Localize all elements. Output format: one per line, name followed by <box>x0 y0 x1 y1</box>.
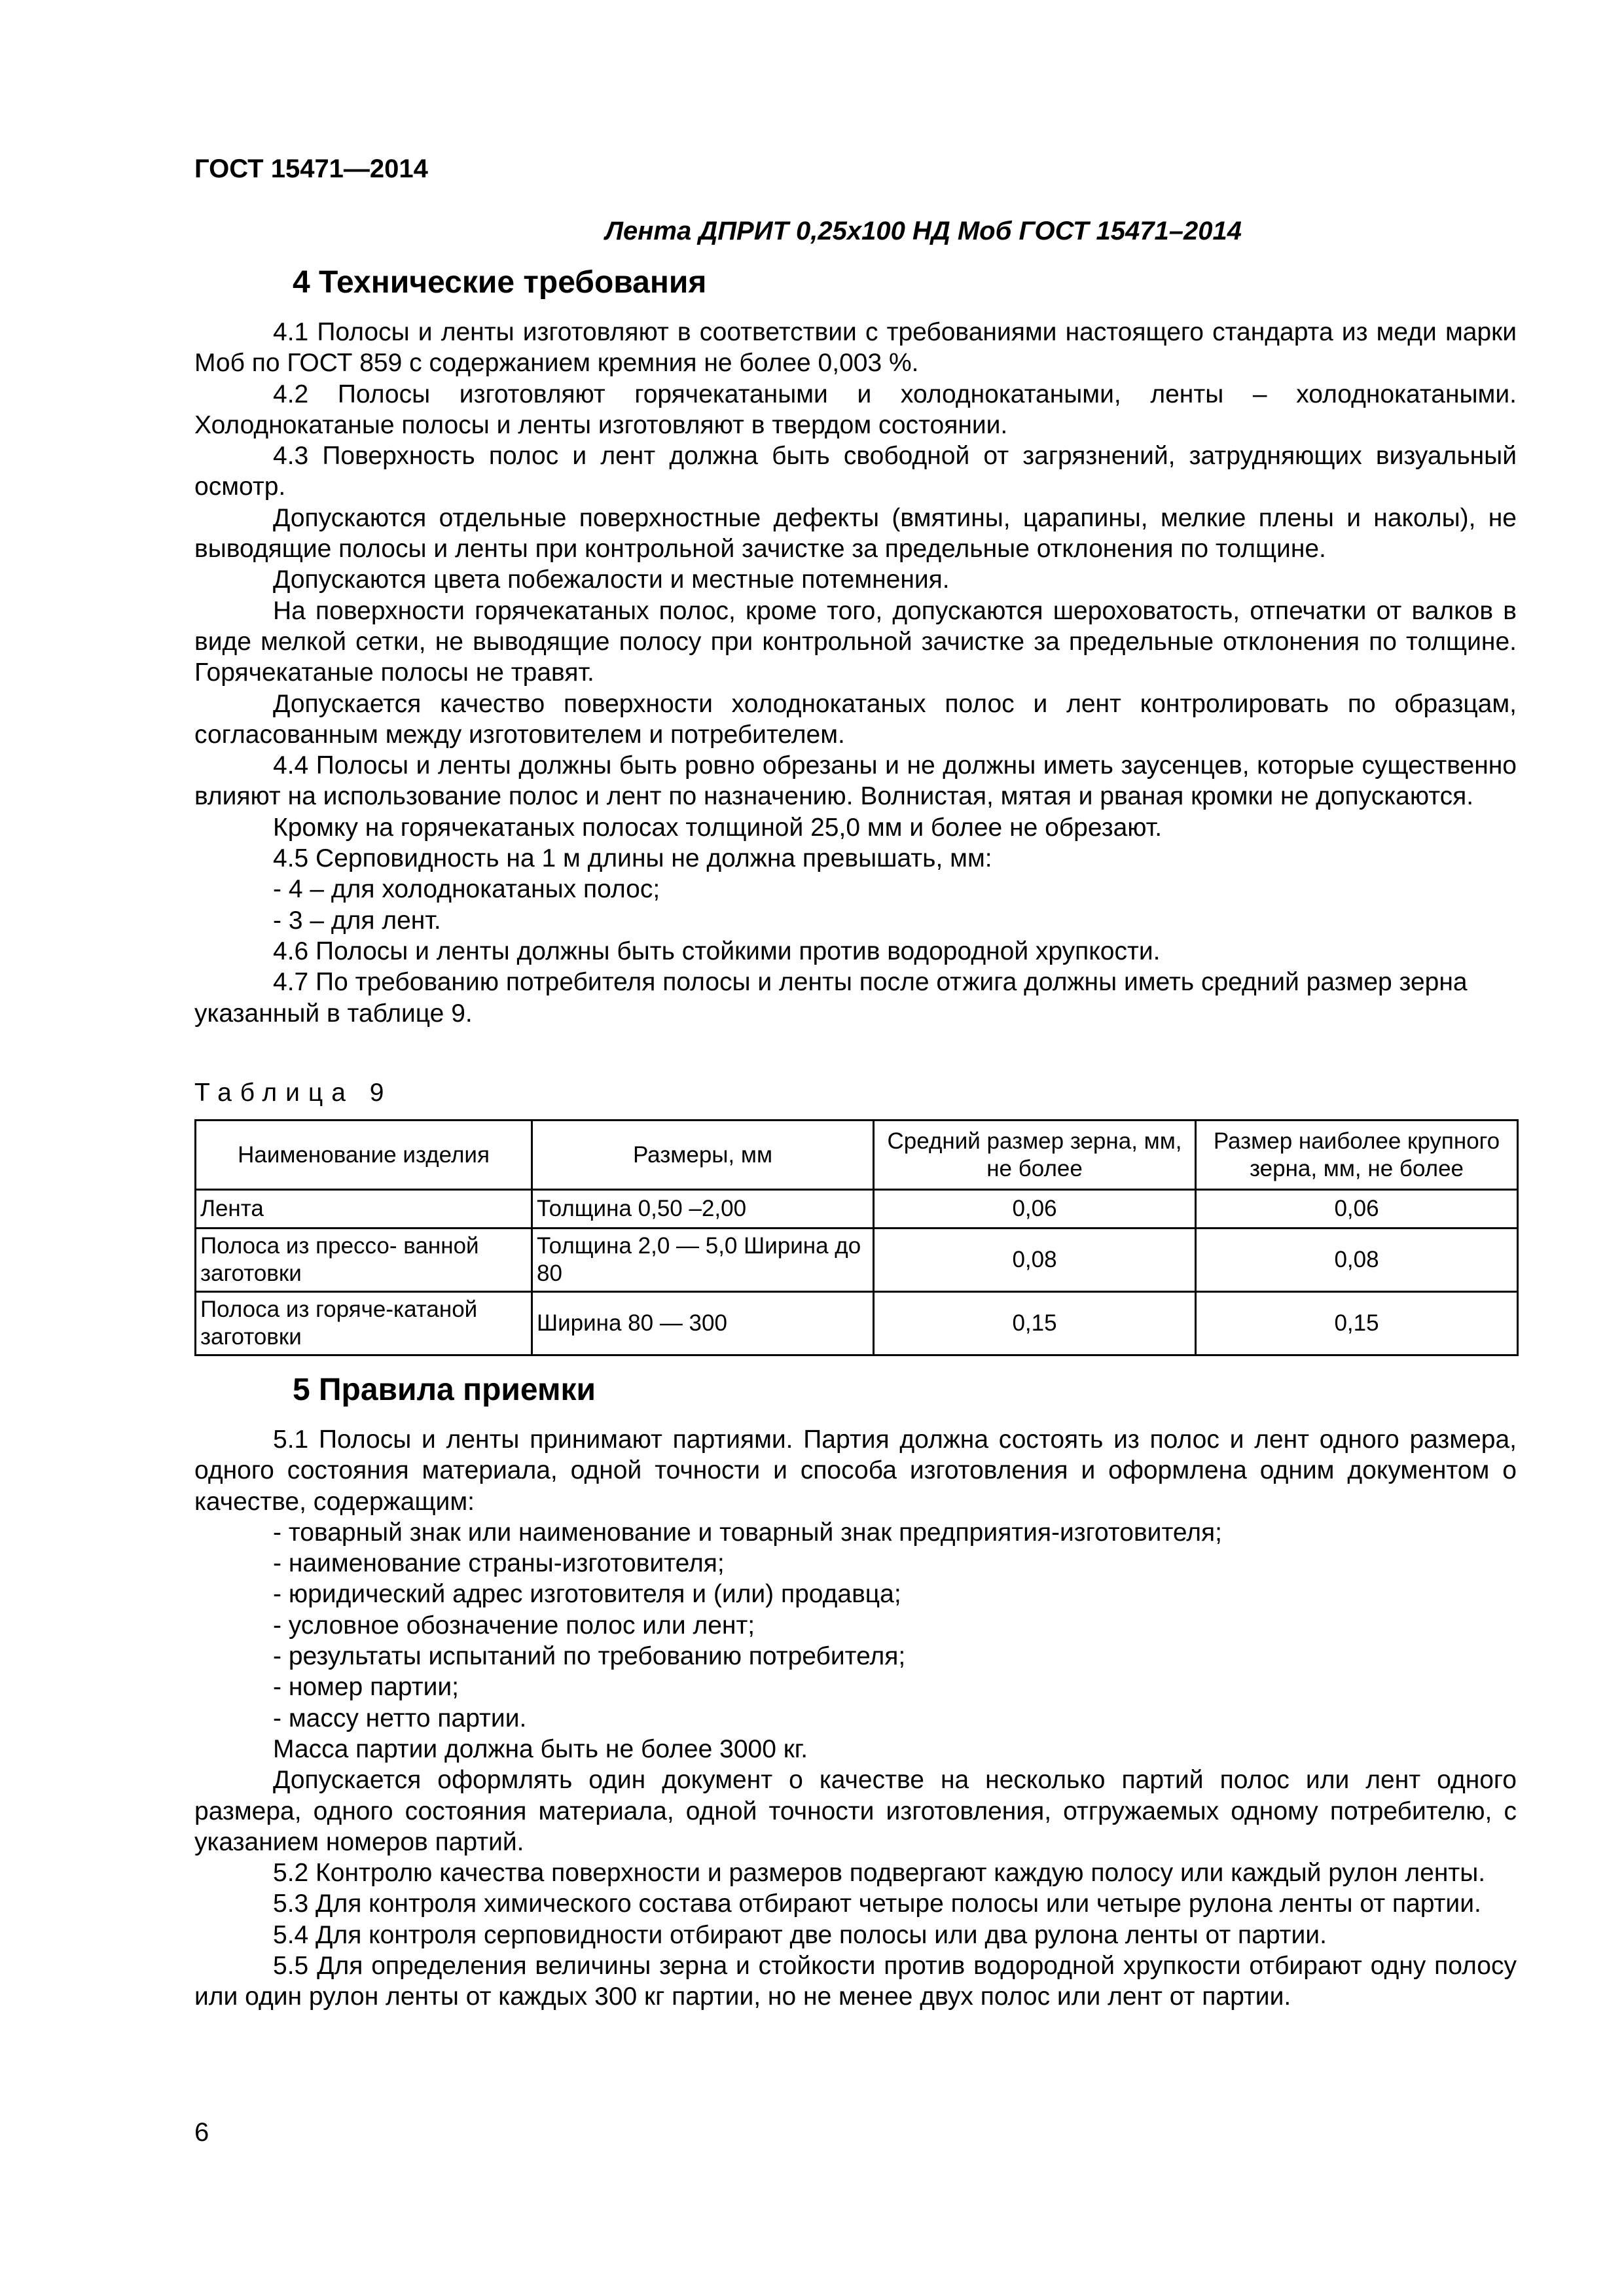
paragraph-4-1: 4.1 Полосы и ленты изготовляют в соответствии с требованиями настоящего стандарта из меди марки Моб по ГОСТ 859 с содержанием кремния не более 0,003 %. <box>194 318 1517 378</box>
header-average-grain: Средний размер зерна, мм, не более <box>874 1121 1196 1190</box>
paragraph-4-7: 4.7 По требованию потребителя полосы и ленты после отжига должны иметь средний размер зерна указанный в таблице 9. <box>194 968 1468 1028</box>
table-cell: Полоса из горяче-катаной заготовки <box>196 1292 532 1355</box>
list-item: - наименование страны-изготовителя; <box>273 1549 725 1578</box>
table-cell: Полоса из прессо- ванной заготовки <box>196 1229 532 1292</box>
paragraph-hot-rolled-surface: На поверхности горячекатаных полос, кроме того, допускаются шероховатость, отпечатки от валков в виде мелкой сетки, не выводящие полосу при контрольной зачистке за предельные отклонения по толщине. Горячекатаные полосы не травят. <box>194 596 1517 687</box>
section-5-title: 5 Правила приемки <box>293 1372 596 1407</box>
table-row <box>196 1229 1518 1292</box>
page-number: 6 <box>194 2118 209 2147</box>
paragraph-4-3: 4.3 Поверхность полос и лент должна быть свободной от загрязнений, затрудняющих визуальный осмотр. <box>194 442 1517 501</box>
table-cell: Толщина 2,0 — 5,0 Ширина до 80 <box>532 1229 874 1292</box>
list-item: - условное обозначение полос или лент; <box>273 1611 755 1640</box>
section-4-body <box>194 317 1517 1029</box>
paragraph-defects: Допускаются отдельные поверхностные дефекты (вмятины, царапины, мелкие плены и наколы), не выводящие полосы и ленты при контрольной зачистке за предельные отклонения по толщине. <box>194 503 1517 564</box>
table-cell: 0,06 <box>1196 1190 1518 1229</box>
table-cell: 0,06 <box>874 1190 1196 1229</box>
document-code: ГОСТ 15471—2014 <box>194 154 428 183</box>
paragraph-single-document: Допускается оформлять один документ о качестве на несколько партий полос или лент одного размера, одного состояния материала, одной точности изготовления, отгружаемых одному потребителю, с указанием номеров партий. <box>194 1766 1517 1856</box>
list-item: - 3 – для лент. <box>273 906 441 935</box>
paragraph-edge: Кромку на горячекатаных полосах толщиной 25,0 мм и более не обрезают. <box>273 813 1163 842</box>
paragraph-5-5: 5.5 Для определения величины зерна и стойкости против водородной хрупкости отбирают одну полосу или один рулон ленты от каждых 300 кг партии, но не менее двух полос или лент от партии. <box>194 1952 1517 2011</box>
table-cell: Ширина 80 — 300 <box>532 1292 874 1355</box>
table-cell: Лента <box>196 1190 532 1229</box>
header-product-name: Наименование изделия <box>196 1121 532 1190</box>
paragraph-4-4: 4.4 Полосы и ленты должны быть ровно обрезаны и не должны иметь заусенцев, которые существенно влияют на использование полос и лент по назначению. Волнистая, мятая и рваная кромки не допускаются. <box>194 751 1517 811</box>
paragraph-tarnish: Допускаются цвета побежалости и местные потемнения. <box>273 565 950 594</box>
example-designation: Лента ДПРИТ 0,25х100 НД Моб ГОСТ 15471–2014 <box>605 217 1242 245</box>
section-5-body <box>194 1424 1517 2013</box>
table-9 <box>194 1119 1519 1356</box>
list-item: - массу нетто партии. <box>273 1704 527 1732</box>
paragraph-5-4: 5.4 Для контроля серповидности отбирают две полосы или два рулона ленты от партии. <box>273 1920 1327 1949</box>
paragraph-5-2: 5.2 Контролю качества поверхности и размеров подвергают каждую полосу или каждый рулон ленты. <box>273 1859 1486 1888</box>
table-row <box>196 1292 1518 1355</box>
list-item: - 4 – для холоднокатаных полос; <box>273 875 660 904</box>
list-item: - юридический адрес изготовителя и (или) продавца; <box>273 1580 901 1609</box>
list-item: - товарный знак или наименование и товарный знак предприятия-изготовителя; <box>273 1518 1222 1547</box>
table-cell: 0,15 <box>1196 1292 1518 1355</box>
section-4-title: 4 Технические требования <box>293 265 707 300</box>
paragraph-5-3: 5.3 Для контроля химического состава отбирают четыре полосы или четыре рулона ленты от партии. <box>273 1890 1481 1918</box>
paragraph-4-6: 4.6 Полосы и ленты должны быть стойкими против водородной хрупкости. <box>273 937 1161 965</box>
table-cell: 0,15 <box>874 1292 1196 1355</box>
paragraph-4-2: 4.2 Полосы изготовляют горячекатаными и холоднокатаными, ленты – холоднокатаными. Холоднокатаные полосы и ленты изготовляют в твердом состоянии. <box>194 380 1517 439</box>
list-item: - номер партии; <box>273 1673 459 1702</box>
table-row <box>196 1190 1518 1229</box>
header-dimensions: Размеры, мм <box>532 1121 874 1190</box>
table-cell: 0,08 <box>1196 1229 1518 1292</box>
document-page <box>194 0 1517 2296</box>
paragraph-lot-mass: Масса партии должна быть не более 3000 кг. <box>273 1734 808 1763</box>
header-largest-grain: Размер наиболее крупного зерна, мм, не более <box>1196 1121 1518 1190</box>
table-cell: Толщина 0,50 –2,00 <box>532 1190 874 1229</box>
paragraph-cold-rolled-samples: Допускается качество поверхности холоднокатаных полос и лент контролировать по образцам, согласованным между изготовителем и потребителем. <box>194 689 1517 749</box>
list-item: - результаты испытаний по требованию потребителя; <box>273 1642 906 1671</box>
table-header-row <box>196 1121 1518 1190</box>
paragraph-5-1: 5.1 Полосы и ленты принимают партиями. Партия должна состоять из полос и лент одного размера, одного состояния материала, одной точности и способа изготовления и оформлена одним документом о качестве, содержащим: <box>194 1426 1517 1516</box>
table-cell: 0,08 <box>874 1229 1196 1292</box>
paragraph-4-5: 4.5 Серповидность на 1 м длины не должна превышать, мм: <box>273 844 992 873</box>
table-caption: Таблица 9 <box>194 1079 393 1107</box>
